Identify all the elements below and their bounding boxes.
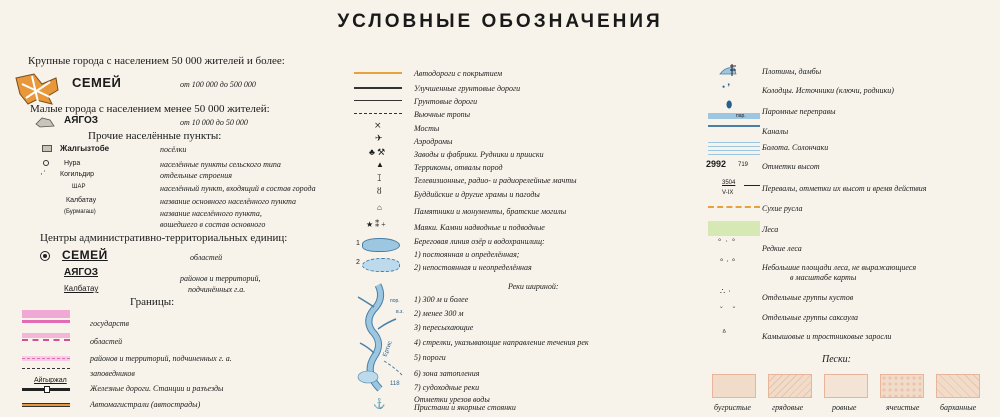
river-item-4: 4) стрелки, указывающие направление течения рек	[414, 338, 589, 347]
small-city-range: от 10 000 до 50 000	[180, 118, 248, 127]
sand-label-5: барханные	[940, 403, 977, 412]
forest-fill	[708, 221, 760, 236]
admin-name-3: Калбатау	[64, 284, 99, 293]
small-city-icon	[34, 116, 56, 128]
river-label-por: пор.	[390, 298, 400, 304]
border-label-2: областей	[90, 337, 123, 346]
paved-road-line	[354, 72, 402, 74]
sand-icon-4	[880, 374, 924, 398]
shore-num-1: 1	[356, 240, 360, 247]
border-label-4: заповедников	[90, 369, 135, 378]
settlement-desc-3: отдельные строения	[160, 171, 232, 180]
river-item-6: 6) зона затопления	[414, 369, 480, 378]
sand-label-4: ячеистые	[886, 403, 920, 412]
anchor-icon: ⚓	[373, 399, 386, 410]
admin-header: Центры административно-территориальных единиц:	[40, 232, 288, 244]
height-main: 2992	[706, 159, 727, 169]
sand-icon-5	[936, 374, 980, 398]
oblast-center-icon	[40, 251, 50, 261]
oblast-border-line	[22, 339, 70, 341]
shore-item-1: 1) постоянная и определённая;	[414, 250, 520, 259]
settlements-header: Прочие населённые пункты:	[88, 130, 222, 142]
factory-mine-icon: ♣ ⚒	[369, 147, 386, 157]
state-border-line	[22, 320, 70, 323]
right-label-11: Небольшие площади леса, не выражающиеся	[762, 263, 917, 272]
small-cities-header: Малые города с населением менее 50 000 жителей:	[30, 103, 270, 115]
pass-line	[744, 185, 760, 186]
admin-name-2: АЯГОЗ	[64, 267, 98, 278]
river-item-7: 7) судоходные реки	[414, 383, 480, 392]
right-label-14: Отдельные группы саксаула	[762, 313, 859, 322]
legend-title: УСЛОВНЫЕ ОБОЗНАЧЕНИЯ	[337, 11, 663, 32]
sand-label-3: ровные	[832, 403, 857, 412]
right-label-3: Паромные переправы	[762, 107, 836, 116]
water-marks-label: Отметки урезов воды	[414, 395, 490, 404]
admin-name-1: СЕМЕЙ	[62, 248, 108, 262]
mid-label-4: Вьючные тропы	[414, 110, 471, 119]
border-label-3: районов и территорий, подчиненных г. а.	[90, 354, 232, 363]
right-label-4: Каналы	[762, 127, 789, 136]
airfield-icon: ✈	[375, 133, 383, 143]
improved-road-line	[354, 87, 402, 89]
sand-icon-1	[712, 374, 756, 398]
settlement-name-3: Когильдир	[60, 171, 95, 178]
mid-label-10: Буддийские и другие храмы и пагоды	[414, 190, 540, 199]
rivers-header: Реки шириной:	[508, 282, 559, 291]
mid-label-5: Мосты	[414, 124, 440, 133]
ferry-water	[708, 113, 760, 119]
settlement-name-4: ШАР	[72, 184, 86, 190]
monument-icon: ⌂	[377, 203, 382, 212]
admin-desc-2: районов и территорий,	[180, 274, 261, 283]
trail-line	[354, 113, 402, 114]
height-sec: 719	[738, 162, 749, 168]
right-label-6: Отметки высот	[762, 162, 820, 171]
right-label-10: Редкие леса	[762, 244, 802, 253]
nonpermanent-shore-icon	[362, 258, 400, 272]
border-label-1: государств	[90, 319, 129, 328]
station-name: Айгыржал	[34, 377, 67, 384]
bridge-icon: ⨯	[374, 120, 382, 130]
mid-label-9: Телевизионные, радио- и радиорелейные мачты	[414, 176, 577, 185]
bushes-icon: ∴·	[720, 287, 734, 296]
river-label-name: Ертис	[382, 340, 394, 358]
piers-label: Пристани и якорные стоянки	[414, 403, 516, 412]
settlement-desc-1: посёлки	[160, 145, 187, 154]
mid-label-1: Автодороги с покрытием	[414, 69, 503, 78]
river-item-5: 5) пороги	[414, 353, 446, 362]
large-city-name: СЕМЕЙ	[72, 75, 122, 90]
mid-label-2: Улучшенные грунтовые дороги	[414, 84, 521, 93]
right-label-1: Плотины, дамбы	[762, 67, 822, 76]
sand-label-2: грядовые	[772, 403, 804, 412]
shore-header: Береговая линия озёр и водохранилищ:	[414, 237, 545, 246]
building-icon: ·˙	[40, 169, 46, 179]
sand-icon-3	[824, 374, 868, 398]
temple-icon: ȣ	[377, 186, 382, 196]
spoil-heap-icon: ▲	[376, 160, 384, 169]
saxaul-icon: ˘ ˘	[720, 305, 740, 314]
right-label-5: Болота. Солончаки	[762, 143, 829, 152]
border-label-6: Автомагистрали (автострады)	[90, 400, 201, 409]
dry-riverbed-line	[708, 206, 760, 208]
right-label-7: Перевалы, отметки их высот и время действия	[762, 184, 927, 193]
ferry-drop-icon: ⬮	[726, 100, 733, 111]
pass-height: 3504	[722, 180, 736, 186]
well-icon: • ❜	[722, 82, 731, 92]
swamp-icon	[708, 139, 760, 155]
shore-num-2: 2	[356, 259, 360, 266]
mid-label-3: Грунтовые дороги	[414, 97, 478, 106]
settlement-name-2: Нура	[64, 160, 81, 167]
river-item-2: 2) менее 300 м	[414, 309, 464, 318]
settlement-desc-5: название основного населённого пункта	[160, 197, 297, 206]
right-label-15: Камышовые и тростниковые заросли	[762, 332, 892, 341]
borders-header: Границы:	[130, 296, 175, 308]
settlement-name-6: (Бурмагаш)	[64, 209, 96, 215]
small-city-name: АЯГОЗ	[64, 115, 98, 126]
tower-icon: ꕯ	[377, 173, 382, 183]
settlement-name-1: Жалгызтобе	[60, 144, 110, 153]
right-label-12: в масштабе карты	[790, 273, 857, 282]
right-label-9: Леса	[762, 225, 779, 234]
highway-line	[22, 403, 70, 407]
large-city-range: от 100 000 до 500 000	[180, 80, 256, 89]
sparse-forest-icon: °·°	[718, 237, 740, 246]
sands-header: Пески:	[822, 354, 851, 365]
reeds-icon: ᐞ	[722, 328, 727, 337]
state-border-fill	[22, 310, 70, 318]
river-label-118: 118	[390, 381, 400, 387]
admin-desc-3: подчинённых г.а.	[188, 285, 246, 294]
mid-label-6: Аэродромы	[414, 137, 453, 146]
right-label-8: Сухие русла	[762, 204, 803, 213]
rural-icon	[43, 160, 49, 166]
river-item-1: 1) 300 м и более	[414, 295, 469, 304]
sand-label-1: бугристые	[714, 403, 751, 412]
mid-label-12: Маяки. Камни надводные и подводные	[414, 223, 545, 232]
dam-icon	[718, 62, 740, 78]
river-item-3: 3) пересыхающие	[414, 323, 474, 332]
river-label-vz: в.з.	[396, 309, 404, 315]
settlement-desc-4: населённый пункт, входящий в состав города	[160, 184, 316, 193]
border-label-5: Железные дороги. Станции и разъезды	[90, 384, 224, 393]
reserve-border-line	[22, 368, 70, 369]
mid-label-11: Памятники и монументы, братские могилы	[414, 207, 567, 216]
canal-line	[708, 125, 760, 127]
sand-icon-2	[768, 374, 812, 398]
large-cities-header: Крупные города с населением 50 000 жителей и более:	[28, 55, 285, 67]
admin-desc-1: областей	[190, 253, 223, 262]
pass-time: V-IX	[722, 190, 734, 196]
large-city-icon	[12, 72, 62, 106]
dirt-road-line	[354, 100, 402, 101]
oblast-border-fill	[22, 333, 70, 338]
settlement-desc-6-cont: вошедшего в состав основного	[160, 220, 266, 229]
mid-label-8: Терриконы, отвалы пород	[414, 163, 503, 172]
district-border-line	[22, 358, 70, 359]
settlement-name-5: Калбатау	[66, 197, 97, 204]
village-icon	[42, 145, 52, 152]
shore-item-2: 2) непостоянная и неопределённая	[414, 263, 532, 272]
ferry-label: пар.	[736, 113, 746, 119]
small-forest-icon: °·°	[720, 257, 739, 266]
settlement-desc-6: название населённого пункта,	[160, 209, 262, 218]
right-label-2: Колодцы. Источники (ключи, родники)	[762, 86, 894, 95]
lighthouse-stone-icon: ★ ⁑ +	[366, 220, 386, 229]
right-label-13: Отдельные группы кустов	[762, 293, 854, 302]
river-diagram-icon	[350, 283, 410, 393]
mid-label-7: Заводы и фабрики. Рудники и прииски	[414, 150, 544, 159]
permanent-shore-icon	[362, 238, 400, 252]
settlement-desc-2: населённые пункты сельского типа	[160, 160, 281, 169]
station-icon	[44, 386, 50, 393]
